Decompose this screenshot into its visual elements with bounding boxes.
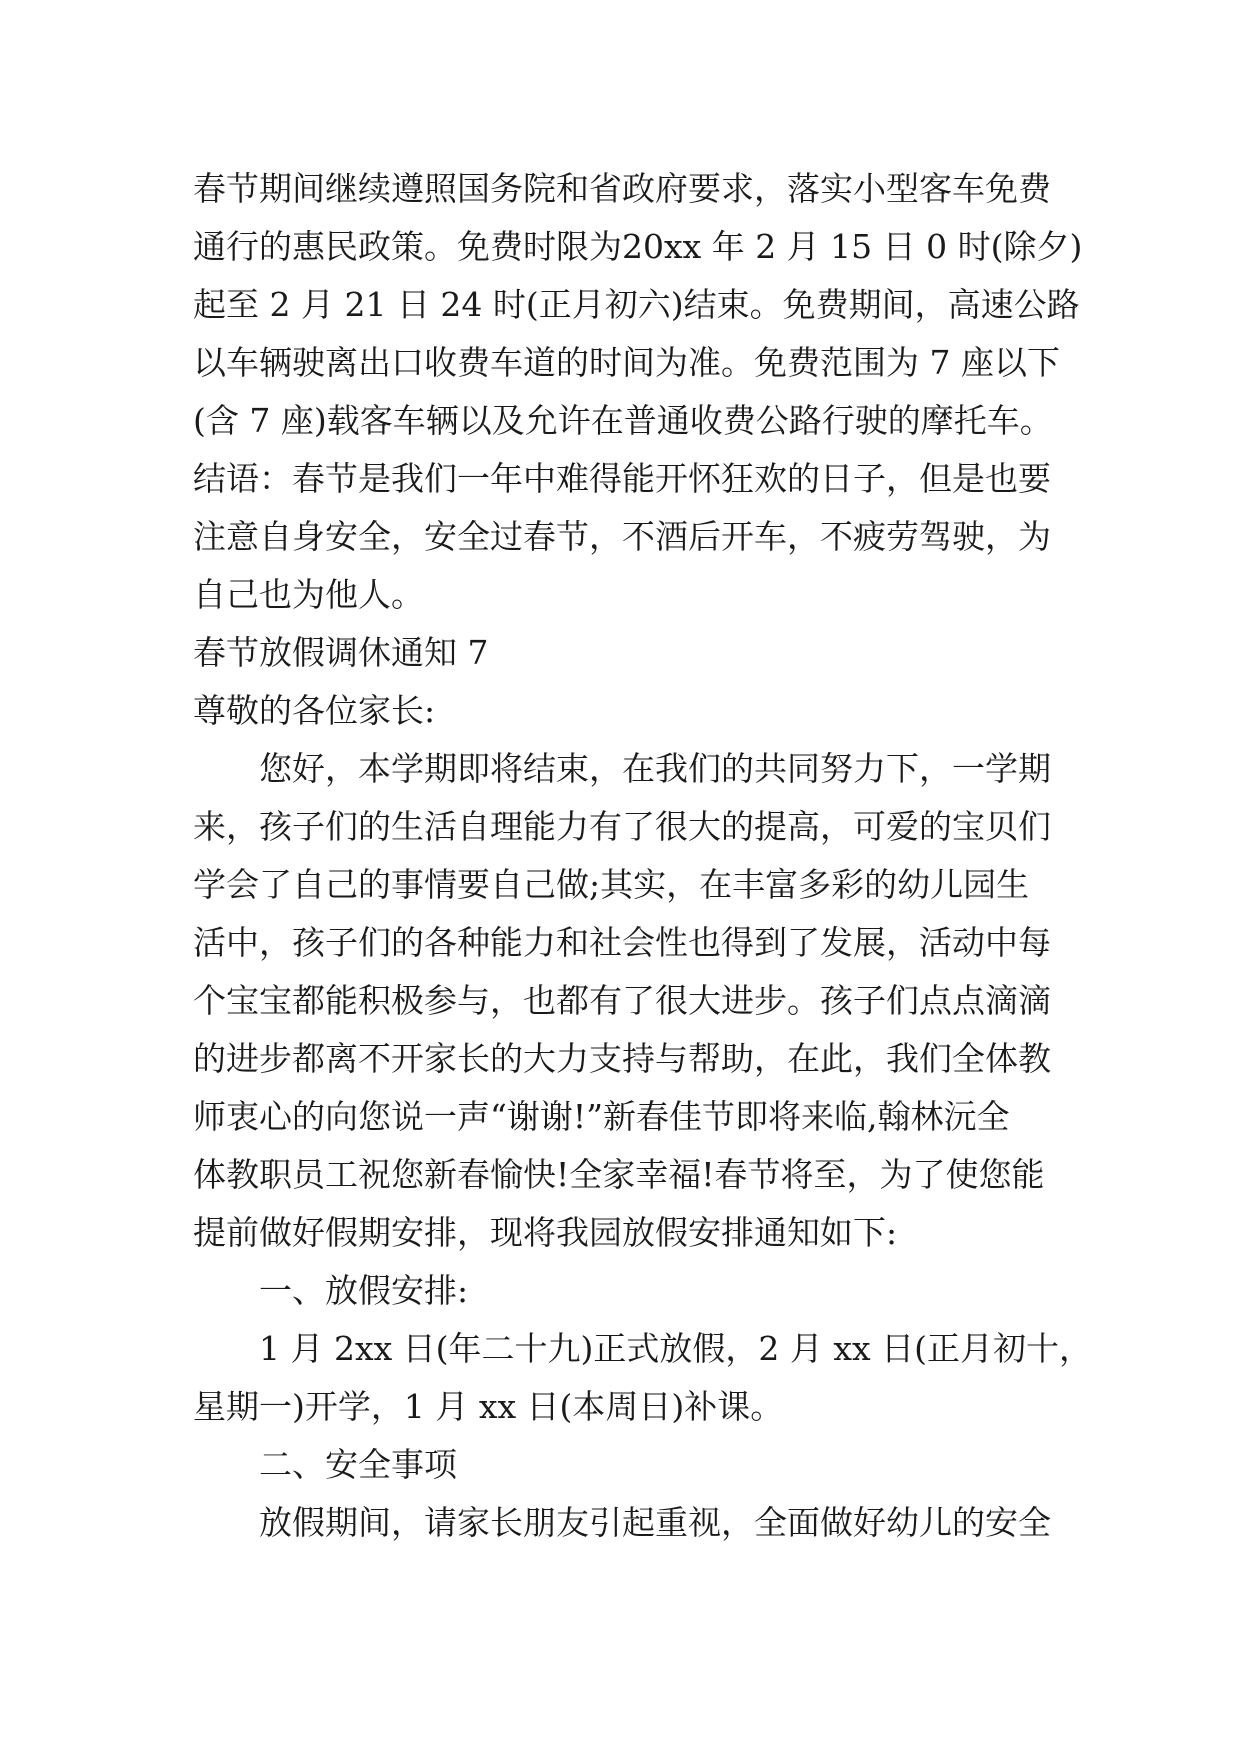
- text-line: 1 月 2xx 日(年二十九)正式放假，2 月 xx 日(正月初十，: [259, 1329, 1092, 1368]
- subsection-heading: 一、放假安排:: [259, 1271, 469, 1310]
- text-line: 春节期间继续遵照国务院和省政府要求，落实小型客车免费: [193, 169, 1051, 208]
- text-line: 师衷心的向您说一声“谢谢!”新春佳节即将来临,翰林沅全: [193, 1097, 1010, 1136]
- text-line: (含 7 座)载客车辆以及允许在普通收费公路行驶的摩托车。: [193, 401, 1053, 440]
- text-line: 学会了自己的事情要自己做;其实，在丰富多彩的幼儿园生: [193, 865, 1030, 904]
- text-line: 星期一)开学，1 月 xx 日(本周日)补课。: [193, 1387, 784, 1426]
- text-line: 起至 2 月 21 日 24 时(正月初六)结束。免费期间，高速公路: [193, 285, 1080, 324]
- text-line: 体教职员工祝您新春愉快!全家幸福!春节将至，为了使您能: [193, 1155, 1045, 1194]
- text-line: 注意自身安全，安全过春节，不酒后开车，不疲劳驾驶，为: [193, 517, 1051, 556]
- text-line: 通行的惠民政策。免费时限为20xx 年 2 月 15 日 0 时(除夕): [193, 227, 1083, 266]
- text-line: 以车辆驶离出口收费车道的时间为准。免费范围为 7 座以下: [193, 343, 1060, 382]
- text-line: 活中，孩子们的各种能力和社会性也得到了发展，活动中每: [193, 923, 1051, 962]
- text-line: 放假期间，请家长朋友引起重视，全面做好幼儿的安全: [259, 1503, 1051, 1542]
- text-line: 自己也为他人。: [193, 575, 424, 614]
- text-line: 来，孩子们的生活自理能力有了很大的提高，可爱的宝贝们: [193, 807, 1051, 846]
- text-line: 的进步都离不开家长的大力支持与帮助，在此，我们全体教: [193, 1039, 1051, 1078]
- subsection-heading: 二、安全事项: [259, 1445, 457, 1484]
- text-line: 个宝宝都能积极参与，也都有了很大进步。孩子们点点滴滴: [193, 981, 1051, 1020]
- text-line: 结语：春节是我们一年中难得能开怀狂欢的日子，但是也要: [193, 459, 1051, 498]
- text-line: 提前做好假期安排，现将我园放假安排通知如下:: [193, 1213, 898, 1252]
- text-line: 您好，本学期即将结束，在我们的共同努力下，一学期: [259, 749, 1051, 788]
- salutation: 尊敬的各位家长:: [193, 691, 436, 730]
- section-heading: 春节放假调休通知 7: [193, 633, 489, 672]
- document-body: [193, 160, 1092, 1552]
